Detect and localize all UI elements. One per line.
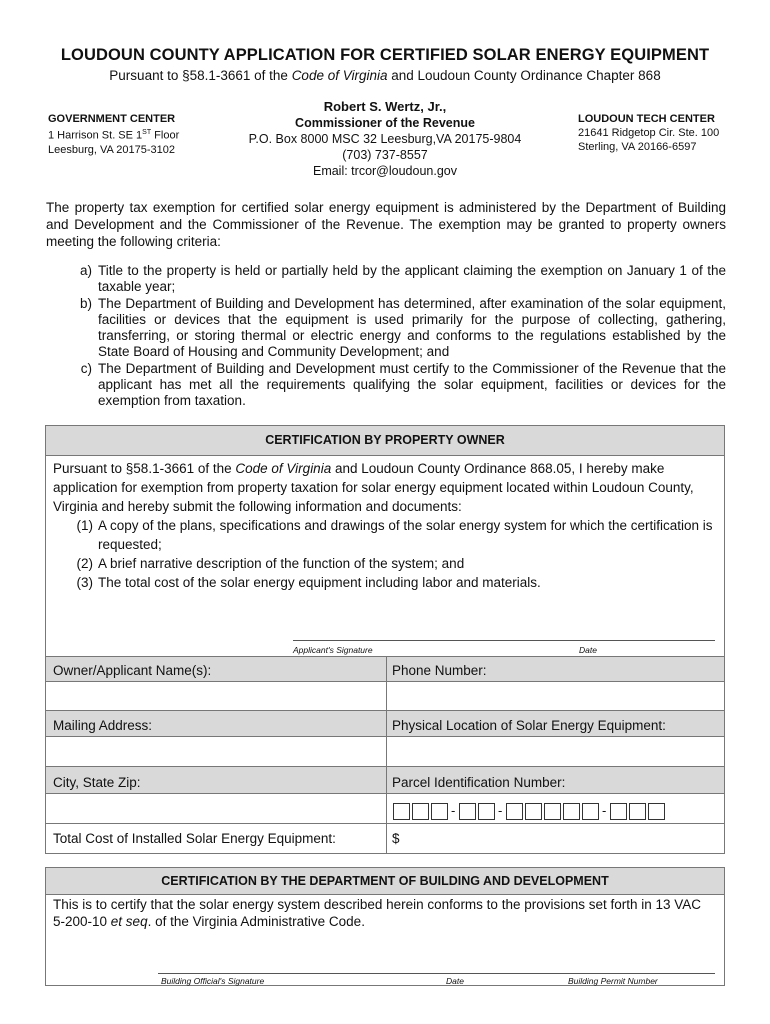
commissioner-address: P.O. Box 8000 MSC 32 Leesburg,VA 20175-9804 [248,132,522,146]
phone-input[interactable] [387,682,724,710]
total-cost-input[interactable] [404,824,722,853]
parcel-digit-box[interactable] [648,803,665,820]
criteria-text: The Department of Building and Development has determined, after examination of the solar equipment, facilities or devices that the equipment is used primarily for the purpose of collecting, gathering, transferring, or storing thermal or electric energy and conforms to the regulations established by the State Board of Housing and Community Development; and [98,295,726,360]
tech-center-address [578,112,719,154]
applicant-date-label: Date [579,645,597,655]
documents-list [53,516,716,592]
parcel-id-input[interactable] [393,801,723,823]
applicant-signature-label: Applicant's Signature [293,645,373,655]
dept-certification-text: This is to certify that the solar energy system described herein conforms to the provisions set forth in 13 VAC 5-200-10 et seq. of the Virginia Administrative Code. [53,897,702,929]
criteria-text: The Department of Building and Development must certify to the Commissioner of the Revenue that the applicant has met all the requirements qualifying the solar equipment, facilities or devices for the exemption from taxation. [98,360,726,409]
total-cost-label: Total Cost of Installed Solar Energy Equipment: [53,831,336,846]
parcel-digit-box[interactable] [610,803,627,820]
list-item [46,296,726,361]
government-center-address [48,112,179,157]
parcel-digit-box[interactable] [459,803,476,820]
mailing-address-label: Mailing Address: [53,718,153,733]
city-label-row [46,766,724,794]
building-official-signature-line[interactable] [158,973,715,974]
owner-section-heading: CERTIFICATION BY PROPERTY OWNER [46,426,724,456]
page-title: LOUDOUN COUNTY APPLICATION FOR CERTIFIED SOLAR ENERGY EQUIPMENT [60,46,710,64]
page-subtitle [0,68,770,83]
criteria-label: a) [79,263,92,278]
commissioner-name: Robert S. Wertz, Jr., [323,99,447,114]
tech-line1: 21641 Ridgetop Cir. Ste. 100 [578,127,720,139]
parcel-id-label: Parcel Identification Number: [392,775,566,790]
criteria-list [46,263,726,410]
column-divider [386,656,387,853]
parcel-digit-box[interactable] [478,803,495,820]
parcel-digit-box[interactable] [393,803,410,820]
gov-heading: GOVERNMENT CENTER [48,113,176,125]
physical-location-input[interactable] [387,737,724,766]
city-state-zip-input[interactable] [46,794,386,823]
tech-line2: Sterling, VA 20166-6597 [578,141,697,153]
mailing-address-input[interactable] [46,737,386,766]
tech-heading: LOUDOUN TECH CENTER [578,113,715,125]
dept-section-heading: CERTIFICATION BY THE DEPARTMENT OF BUILDING AND DEVELOPMENT [46,868,724,895]
commissioner-phone: (703) 737-8557 [342,148,428,162]
list-item: (2) A brief narrative description of the function of the system; and [76,556,465,571]
parcel-separator: - [602,803,607,818]
gov-line2: Leesburg, VA 20175-3102 [48,143,176,156]
parcel-digit-box[interactable] [563,803,580,820]
parcel-digit-box[interactable] [544,803,561,820]
commissioner-email: Email: trcor@loudoun.gov [312,164,457,178]
parcel-separator: - [451,803,456,818]
city-state-zip-label: City, State Zip: [53,775,141,790]
criteria-label: c) [80,360,92,376]
department-certification-box [45,867,725,986]
parcel-digit-box[interactable] [582,803,599,820]
subtitle-text-end: and Loudoun County Ordinance Chapter 868 [387,68,661,83]
list-item [46,263,726,296]
commissioner-role: Commissioner of the Revenue [295,116,475,130]
owner-certification-box [45,425,725,854]
subtitle-text: Pursuant to §58.1-3661 of the [109,68,292,83]
dollar-sign: $ [392,831,400,846]
owner-name-label: Owner/Applicant Name(s): [53,663,212,678]
parcel-digit-box[interactable] [525,803,542,820]
list-item: (1) A copy of the plans, specifications and drawings of the solar energy system for which the certification is requested; [76,518,713,552]
commissioner-block [230,98,540,179]
physical-location-label: Physical Location of Solar Energy Equipment: [392,718,666,733]
parcel-digit-box[interactable] [431,803,448,820]
owner-certification-text [53,459,716,592]
applicant-signature-line[interactable] [293,640,715,641]
list-item: (3) The total cost of the solar energy equipment including labor and materials. [76,575,541,590]
intro-paragraph: The property tax exemption for certified solar energy equipment is administered by the Department of Building and Development and the Commissioner of the Revenue. The exemption may be granted to property owners meeting the following criteria: [46,200,726,249]
dept-date-label: Date [446,976,464,986]
criteria-text: Title to the property is held or partially held by the applicant claiming the exemption on January 1 of the taxable year; [98,263,726,295]
subtitle-italic: Code of Virginia [291,68,388,83]
parcel-digit-box[interactable] [629,803,646,820]
parcel-digit-box[interactable] [506,803,523,820]
owner-name-input[interactable] [46,682,386,710]
building-official-label: Building Official's Signature [161,976,265,986]
parcel-separator: - [498,803,503,818]
gov-line1: 1 Harrison St. SE 1ST Floor [48,129,180,142]
list-item [46,361,726,410]
building-permit-label: Building Permit Number [568,976,658,986]
owner-paragraph: Pursuant to §58.1-3661 of the Code of Virginia and Loudoun County Ordinance 868.05, I hereby make application for exemption from property taxation for solar energy equipment located within Loudoun County, Virginia and hereby submit the following information and documents: [53,461,694,514]
phone-label: Phone Number: [392,663,487,678]
criteria-label: b) [79,295,92,311]
parcel-digit-box[interactable] [412,803,429,820]
